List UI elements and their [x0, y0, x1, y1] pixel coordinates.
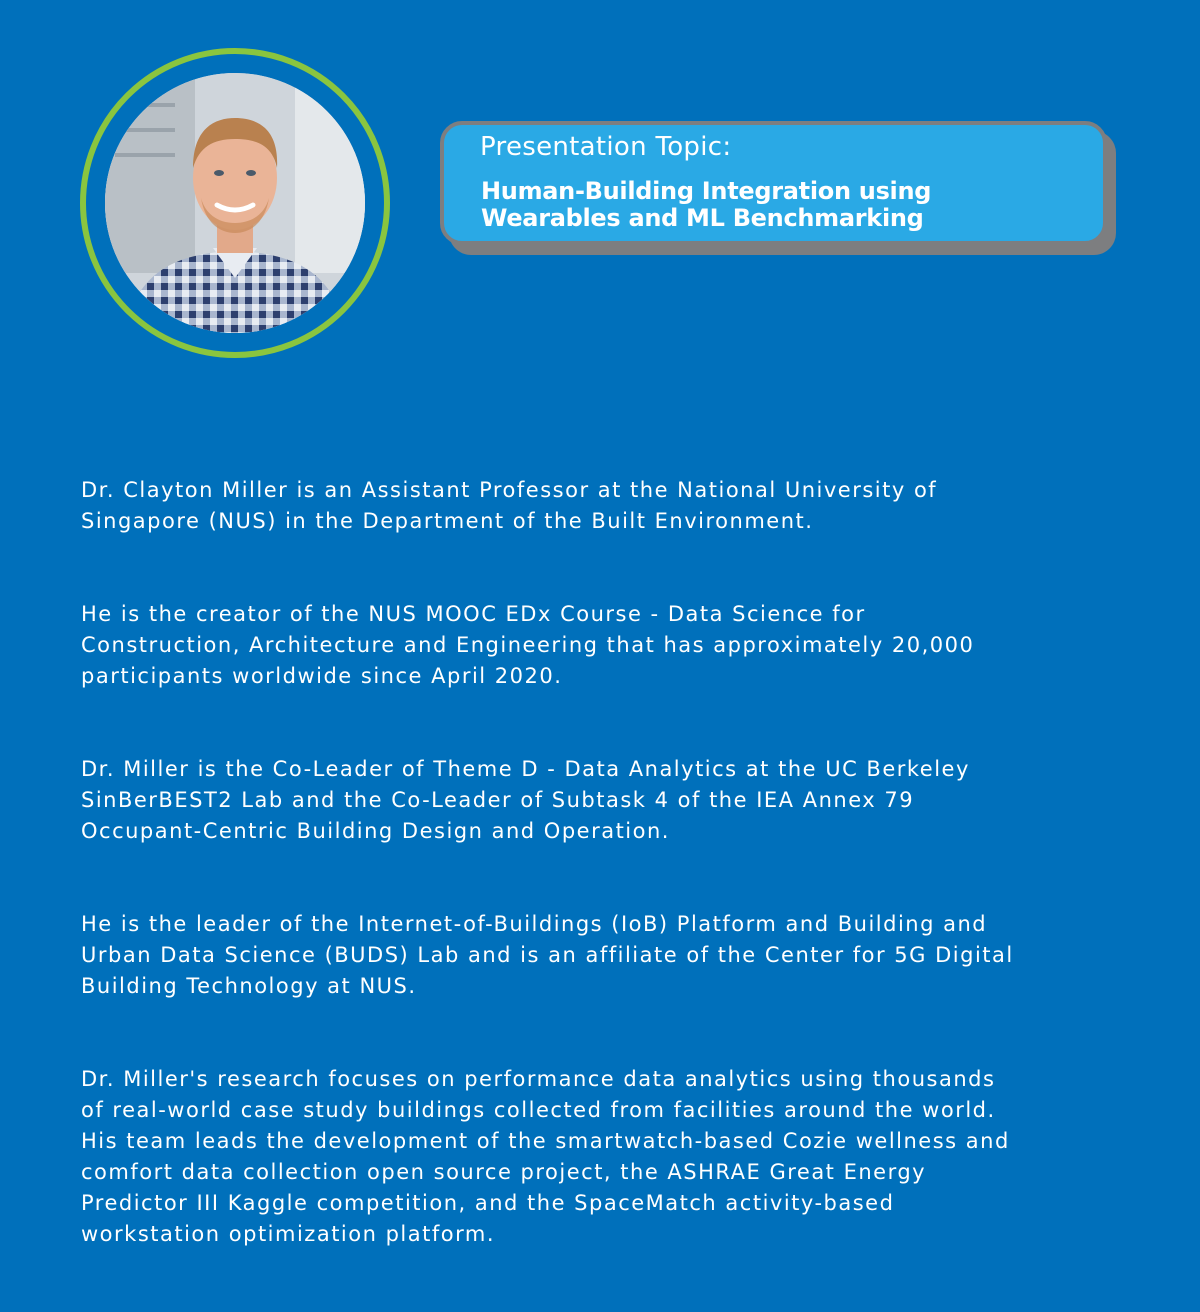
bio-paragraph: Dr. Miller's research focuses on performance data analytics using thousands of real-world case study buildings collected from facilities around the world. His team leads the development of the smartwatch-based Cozie wellness and comfort data collection open source project, the ASHRAE Great Energy Predictor III Kaggle competition, and the SpaceMatch activity-based workstation optimization platform.	[81, 1067, 1010, 1246]
bio-paragraph: Dr. Miller is the Co-Leader of Theme D - Data Analytics at the UC Berkeley SinBerBEST2 Lab and the Co-Leader of Subtask 4 of the IEA Annex 79 Occupant-Centric Building Design and Operation.	[81, 757, 970, 843]
topic-label: Presentation Topic:	[480, 132, 732, 162]
bio-paragraph: Dr. Clayton Miller is an Assistant Professor at the National University of Singapore (NUS) in the Department of the Built Environment.	[81, 478, 938, 533]
bio-paragraph: He is the leader of the Internet-of-Buildings (IoB) Platform and Building and Urban Data Science (BUDS) Lab and is an affiliate of the Center for 5G Digital Building Technology at NUS.	[81, 912, 1014, 998]
topic-title: Human-Building Integration using Wearables and ML Benchmarking	[481, 177, 932, 232]
speaker-photo	[105, 73, 365, 333]
speaker-bio	[81, 444, 1161, 1312]
bio-paragraph: He is the creator of the NUS MOOC EDx Course - Data Science for Construction, Architecture and Engineering that has approximately 20,000 participants worldwide since April 2020.	[81, 602, 975, 688]
speaker-photo-icon	[105, 73, 365, 333]
